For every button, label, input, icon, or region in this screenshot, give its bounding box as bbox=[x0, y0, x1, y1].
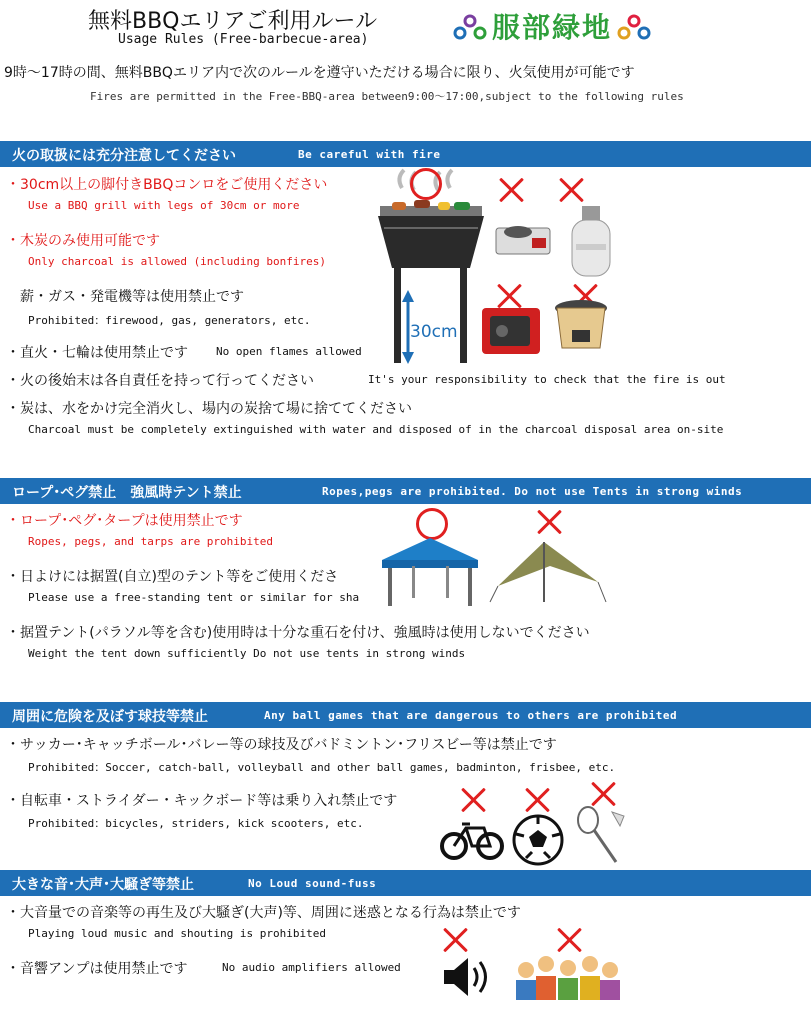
section-title-en: Ropes,pegs are prohibited. Do not use Tents in strong winds bbox=[322, 485, 743, 498]
rule-text-en: No open flames allowed bbox=[216, 345, 362, 358]
section-title-en: No Loud sound-fuss bbox=[248, 877, 377, 890]
tarp-tent-icon bbox=[486, 536, 610, 606]
section-header-noise bbox=[0, 870, 811, 896]
section-title-jp: 大きな音･大声･大騒ぎ等禁止 bbox=[12, 877, 194, 893]
rule-text-en: Prohibited：firewood, gas, generators, etc. bbox=[28, 314, 311, 327]
grill-height-label: 30cm bbox=[410, 322, 458, 342]
prohibited-x-icon bbox=[558, 176, 586, 204]
section-title-en: Any ball games that are dangerous to others are prohibited bbox=[264, 709, 678, 722]
gas-stove-icon bbox=[492, 212, 554, 260]
rule-text-en: No audio amplifiers allowed bbox=[222, 961, 401, 974]
rule-text: ・木炭のみ使用可能です bbox=[6, 233, 160, 249]
rule-text: ・日よけには据置(自立)型のテント等をご使用くださ bbox=[6, 569, 339, 585]
rule-text: ・30cm以上の脚付きBBQコンロをご使用ください bbox=[6, 177, 328, 193]
crowd-icon bbox=[512, 946, 624, 1002]
prohibited-x-icon bbox=[524, 786, 552, 814]
rule-text: ・炭は、水をかけ完全消火し、場内の炭捨て場に捨ててください bbox=[6, 401, 412, 417]
bicycle-icon bbox=[440, 816, 504, 862]
allowed-circle-icon bbox=[410, 168, 442, 200]
prohibited-x-icon bbox=[442, 926, 470, 954]
rule-text: ・直火・七輪は使用禁止です bbox=[6, 345, 188, 361]
speaker-icon bbox=[440, 954, 496, 1000]
rule-text-en: Please use a free-standing tent or similar for sha bbox=[28, 591, 360, 604]
prohibited-x-icon bbox=[590, 780, 618, 808]
rule-text-en: Prohibited：bicycles, striders, kick scooters, etc. bbox=[28, 817, 364, 830]
rule-text-en: Playing loud music and shouting is prohibited bbox=[28, 927, 327, 940]
prohibited-x-icon bbox=[498, 176, 526, 204]
soccer-ball-icon bbox=[512, 814, 564, 866]
park-name: 服部緑地 bbox=[492, 11, 613, 44]
page-title: 無料BBQエリアご利用ルール bbox=[88, 9, 378, 34]
page-subtitle: Usage Rules (Free-barbecue-area) bbox=[118, 32, 369, 47]
logo-dots-icon bbox=[452, 11, 488, 41]
rule-text: 薪・ガス・発電機等は使用禁止です bbox=[20, 289, 244, 305]
rule-text-en: Charcoal must be completely extinguished with water and disposed of in the charcoal disposal area on-site bbox=[28, 423, 724, 436]
shichirin-icon bbox=[552, 294, 610, 356]
gas-cylinder-icon bbox=[568, 204, 614, 280]
park-logo bbox=[452, 8, 652, 44]
rule-text: ・音響アンプは使用禁止です bbox=[6, 961, 188, 977]
rule-text: ・ロープ･ペグ･タープは使用禁止です bbox=[6, 513, 243, 529]
rule-text-en: Weight the tent down sufficiently Do not use tents in strong winds bbox=[28, 647, 466, 660]
section-title-jp: 周囲に危険を及ぼす球技等禁止 bbox=[12, 709, 208, 725]
rule-text: ・サッカー･キャッチボール･バレー等の球技及びバドミントン･フリスビー等は禁止です bbox=[6, 737, 557, 753]
canopy-tent-icon bbox=[378, 536, 482, 608]
rule-text-en: Use a BBQ grill with legs of 30cm or more bbox=[28, 199, 300, 212]
rule-text-en: Prohibited：Soccer, catch-ball, volleyball and other ball games, badminton, frisbee, etc. bbox=[28, 761, 616, 774]
rule-text-en: Only charcoal is allowed (including bonfires) bbox=[28, 255, 327, 268]
badminton-racket-icon bbox=[576, 806, 628, 866]
section-header-tent bbox=[0, 478, 811, 504]
rule-text: ・火の後始末は各自責任を持って行ってください bbox=[6, 373, 314, 389]
section-title-en: Be careful with fire bbox=[298, 148, 441, 161]
intro-en: Fires are permitted in the Free-BBQ-area between9:00～17:00,subject to the following rules bbox=[90, 90, 684, 103]
section-header-ballgames bbox=[0, 702, 811, 728]
prohibited-x-icon bbox=[536, 508, 564, 536]
logo-dots-icon bbox=[616, 11, 652, 41]
rule-text: ・据置テント(パラソル等を含む)使用時は十分な重石を付け、強風時は使用しないでください bbox=[6, 625, 590, 641]
section-title-jp: 火の取扱には充分注意してください bbox=[12, 148, 236, 164]
rule-text-en: Ropes, pegs, and tarps are prohibited bbox=[28, 535, 274, 548]
section-title-jp: ロープ･ペグ禁止 強風時テント禁止 bbox=[12, 485, 242, 501]
rule-text: ・大音量での音楽等の再生及び大騒ぎ(大声)等、周囲に迷惑となる行為は禁止です bbox=[6, 905, 521, 921]
intro-jp: 9時～17時の間、無料BBQエリア内で次のルールを遵守いただける場合に限り、火気使用が可能です bbox=[4, 65, 635, 81]
prohibited-x-icon bbox=[460, 786, 488, 814]
rule-text: ・自転車・ストライダー・キックボード等は乗り入れ禁止です bbox=[6, 793, 398, 809]
generator-icon bbox=[478, 300, 544, 358]
rule-text-en: It's your responsibility to check that the fire is out bbox=[368, 373, 726, 386]
section-header-fire bbox=[0, 141, 811, 167]
